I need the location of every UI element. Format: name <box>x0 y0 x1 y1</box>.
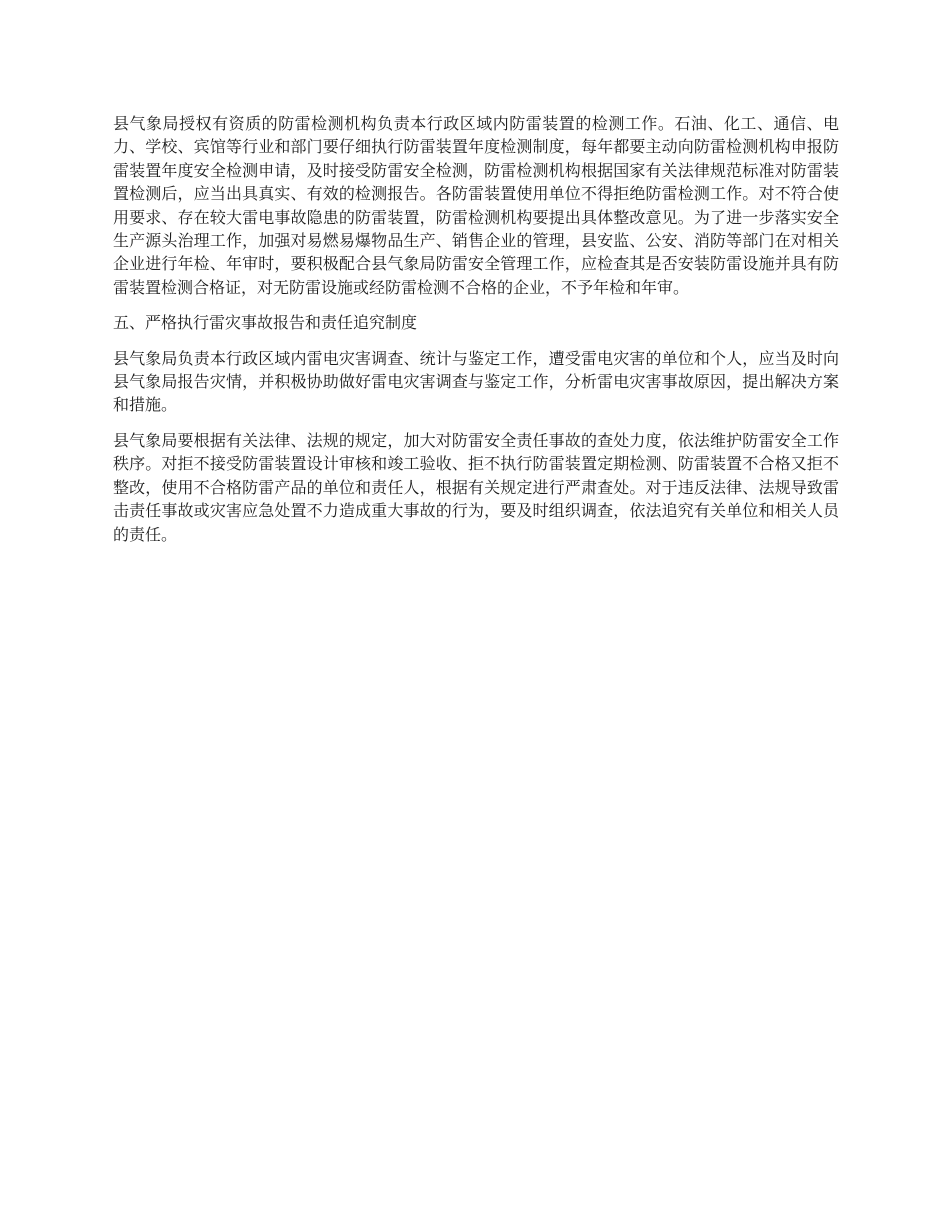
paragraph-disaster-reporting: 县气象局负责本行政区域内雷电灾害调查、统计与鉴定工作，遭受雷电灾害的单位和个人，应当及时向县气象局报告灾情，并积极协助做好雷电灾害调查与鉴定工作，分析雷电灾害事故原因，提出解决方案和措施。 <box>113 348 839 415</box>
paragraph-accountability: 县气象局要根据有关法律、法规的规定，加大对防雷安全责任事故的查处力度，依法维护防雷安全工作秩序。对拒不接受防雷装置设计审核和竣工验收、拒不执行防雷装置定期检测、防雷装置不合格又拒不整改，使用不合格防雷产品的单位和责任人，根据有关规定进行严肃查处。对于违反法律、法规导致雷击责任事故或灾害应急处置不力造成重大事故的行为，要及时组织调查，依法追究有关单位和相关人员的责任。 <box>113 430 839 544</box>
paragraph-lightning-inspection: 县气象局授权有资质的防雷检测机构负责本行政区域内防雷装置的检测工作。石油、化工、通信、电力、学校、宾馆等行业和部门要仔细执行防雷装置年度检测制度，每年都要主动向防雷检测机构申报防雷装置年度安全检测申请，及时接受防雷安全检测，防雷检测机构根据国家有关法律规范标准对防雷装置检测后，应当出具真实、有效的检测报告。各防雷装置使用单位不得拒绝防雷检测工作。对不符合使用要求、存在较大雷电事故隐患的防雷装置，防雷检测机构要提出具体整改意见。为了进一步落实安全生产源头治理工作，加强对易燃易爆物品生产、销售企业的管理，县安监、公安、消防等部门在对相关企业进行年检、年审时，要积极配合县气象局防雷安全管理工作，应检查其是否安装防雷设施并具有防雷装置检测合格证，对无防雷设施或经防雷检测不合格的企业，不予年检和年审。 <box>113 114 839 297</box>
document-body <box>113 112 839 558</box>
section-heading-five: 五、严格执行雷灾事故报告和责任追究制度 <box>113 313 418 333</box>
